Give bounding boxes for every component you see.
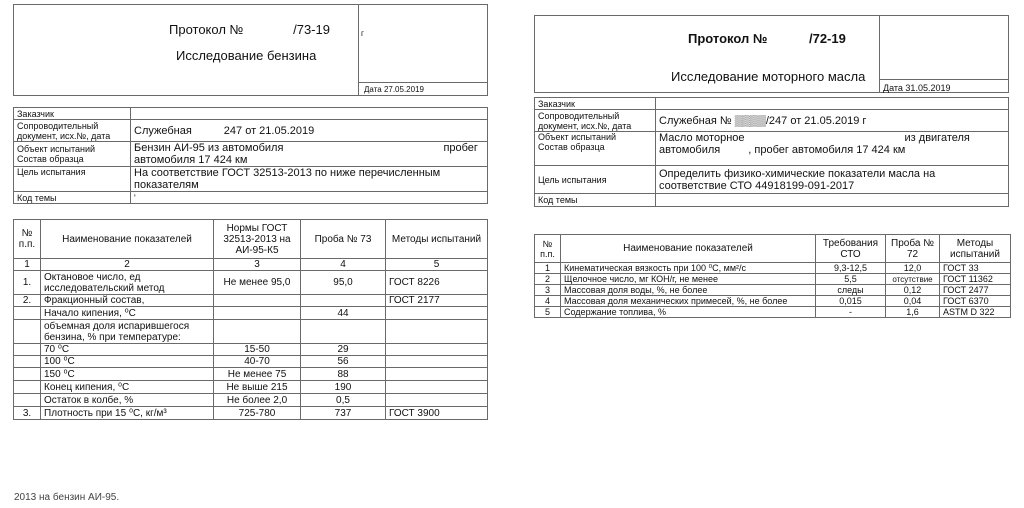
row-number: 3 bbox=[535, 285, 561, 296]
right-doc-value: Служебная № ▒▒▒▒/247 от 21.05.2019 г bbox=[656, 110, 1009, 132]
row-name: Щелочное число, мг КОН/г, не менее bbox=[561, 274, 816, 285]
row-value: 1,6 bbox=[886, 307, 940, 318]
row-method bbox=[386, 307, 488, 320]
table-row bbox=[14, 368, 488, 381]
left-th-method: Методы испытаний bbox=[386, 220, 488, 259]
row-name: Массовая доля воды, %, не более bbox=[561, 285, 816, 296]
row-method: ГОСТ 33 bbox=[940, 263, 1011, 274]
row-method: ГОСТ 8226 bbox=[386, 271, 488, 295]
right-purpose-value: Определить физико-химические показатели масла на соответствие СТО 44918199-091-2017 bbox=[656, 166, 1009, 194]
right-sample-value-1: автомобиля bbox=[659, 144, 721, 156]
row-value: 29 bbox=[301, 344, 386, 356]
left-code-value: ' bbox=[131, 192, 488, 204]
row-requirement: следы bbox=[816, 285, 886, 296]
table-row bbox=[14, 394, 488, 407]
row-norm: Не более 2,0 bbox=[214, 394, 301, 407]
left-results-table bbox=[13, 219, 488, 420]
row-method: ASTM D 322 bbox=[940, 307, 1011, 318]
row-name: объемная доля испарившегося бензина, % при температуре: bbox=[41, 320, 214, 344]
row-method bbox=[386, 368, 488, 381]
row-value bbox=[301, 320, 386, 344]
row-norm: Не выше 215 bbox=[214, 381, 301, 394]
row-value: 0,04 bbox=[886, 296, 940, 307]
left-object-label bbox=[14, 142, 131, 167]
row-norm bbox=[214, 295, 301, 307]
table-row bbox=[535, 307, 1011, 318]
row-value: 0,5 bbox=[301, 394, 386, 407]
row-norm bbox=[214, 307, 301, 320]
left-th-norm: Нормы ГОСТ 32513-2013 на АИ-95-К5 bbox=[214, 220, 301, 259]
row-number: 5 bbox=[535, 307, 561, 318]
table-row bbox=[535, 285, 1011, 296]
row-norm: Не менее 95,0 bbox=[214, 271, 301, 295]
table-row bbox=[14, 320, 488, 344]
left-th-sample: Проба № 73 bbox=[301, 220, 386, 259]
table-row bbox=[535, 296, 1011, 307]
row-name: Остаток в колбе, % bbox=[41, 394, 214, 407]
left-code-label: Код темы bbox=[14, 192, 131, 204]
left-protocol-number: /73-19 bbox=[293, 22, 330, 37]
row-norm: Не менее 75 bbox=[214, 368, 301, 381]
row-value: 56 bbox=[301, 356, 386, 368]
right-sample-value-2: , пробег автомобиля 17 424 км bbox=[748, 144, 906, 156]
row-value: отсутствие bbox=[886, 274, 940, 285]
right-protocol-number: /72-19 bbox=[808, 31, 846, 46]
row-requirement: 9,3-12,5 bbox=[816, 263, 886, 274]
row-norm bbox=[214, 320, 301, 344]
left-customer-label: Заказчик bbox=[14, 108, 131, 120]
right-object-label-1: Объект испытаний bbox=[538, 132, 617, 142]
left-date-box-top bbox=[358, 82, 488, 83]
row-value: 12,0 bbox=[886, 263, 940, 274]
row-number: 3. bbox=[14, 407, 41, 420]
row-name: Содержание топлива, % bbox=[561, 307, 816, 318]
left-purpose-value: На соответствие ГОСТ 32513-2013 по ниже перечисленным показателям bbox=[131, 167, 488, 192]
left-th-number: № п.п. bbox=[14, 220, 41, 259]
right-customer-value bbox=[656, 98, 1009, 110]
right-results-table bbox=[534, 234, 1011, 318]
left-document-date: Дата 27.05.2019 bbox=[364, 85, 424, 94]
row-requirement: 0,015 bbox=[816, 296, 886, 307]
row-number bbox=[14, 368, 41, 381]
row-name: Плотность при 15 ⁰С, кг/м³ bbox=[41, 407, 214, 420]
row-method bbox=[386, 320, 488, 344]
left-colnum: 1 bbox=[14, 259, 41, 271]
row-number bbox=[14, 307, 41, 320]
row-name: 150 ⁰С bbox=[41, 368, 214, 381]
table-row bbox=[14, 356, 488, 368]
row-requirement: - bbox=[816, 307, 886, 318]
table-row bbox=[535, 263, 1011, 274]
left-footer-fragment: 2013 на бензин АИ-95. bbox=[14, 492, 120, 503]
row-value: 737 bbox=[301, 407, 386, 420]
row-value: 44 bbox=[301, 307, 386, 320]
row-number bbox=[14, 320, 41, 344]
right-purpose-label: Цель испытания bbox=[535, 166, 656, 194]
right-th-req: Требования СТО bbox=[816, 235, 886, 263]
row-method bbox=[386, 381, 488, 394]
left-document-title: Исследование бензина bbox=[176, 48, 317, 63]
right-code-value bbox=[656, 194, 1009, 207]
right-date-box-top bbox=[879, 79, 1009, 80]
row-method: ГОСТ 11362 bbox=[940, 274, 1011, 285]
row-number: 1 bbox=[535, 263, 561, 274]
right-header-divider bbox=[879, 16, 880, 93]
row-number bbox=[14, 344, 41, 356]
left-colnum: 2 bbox=[41, 259, 214, 271]
left-object-value bbox=[131, 142, 488, 167]
row-method bbox=[386, 356, 488, 368]
right-customer-label: Заказчик bbox=[535, 98, 656, 110]
left-doc-value-2: 247 от 21.05.2019 bbox=[223, 124, 315, 137]
row-method: ГОСТ 2477 bbox=[940, 285, 1011, 296]
left-sample-value: автомобиля 17 424 км bbox=[134, 154, 248, 166]
row-name: Массовая доля механических примесей, %, не более bbox=[561, 296, 816, 307]
table-row bbox=[14, 381, 488, 394]
row-number: 2. bbox=[14, 295, 41, 307]
row-value: 0,12 bbox=[886, 285, 940, 296]
row-name: Конец кипения, ⁰С bbox=[41, 381, 214, 394]
left-info-table bbox=[13, 107, 488, 204]
left-object-value-1: Бензин АИ-95 из автомобиля bbox=[134, 142, 284, 154]
left-protocol-header bbox=[13, 4, 488, 96]
row-method bbox=[386, 344, 488, 356]
table-row bbox=[535, 274, 1011, 285]
row-value: 190 bbox=[301, 381, 386, 394]
right-th-method: Методы испытаний bbox=[940, 235, 1011, 263]
row-method: ГОСТ 3900 bbox=[386, 407, 488, 420]
table-row bbox=[14, 295, 488, 307]
row-name: Октановое число, ед исследовательский метод bbox=[41, 271, 214, 295]
row-norm: 15-50 bbox=[214, 344, 301, 356]
left-side-mark: г bbox=[361, 29, 364, 38]
left-purpose-label: Цель испытания bbox=[14, 167, 131, 192]
row-name: Кинематическая вязкость при 100 ⁰С, мм²/с bbox=[561, 263, 816, 274]
row-method bbox=[386, 394, 488, 407]
right-doc-label: Сопроводительный документ, исх.№, дата bbox=[535, 110, 656, 132]
left-object-value-2: пробег bbox=[443, 142, 478, 154]
right-code-label: Код темы bbox=[535, 194, 656, 207]
right-th-sample: Проба № 72 bbox=[886, 235, 940, 263]
table-row bbox=[14, 344, 488, 356]
right-info-table bbox=[534, 97, 1009, 207]
row-name: Фракционный состав, bbox=[41, 295, 214, 307]
right-object-value bbox=[656, 132, 1009, 166]
row-number: 1. bbox=[14, 271, 41, 295]
left-customer-value bbox=[131, 108, 488, 120]
row-norm: 725-780 bbox=[214, 407, 301, 420]
left-sample-label: Состав образца bbox=[17, 154, 84, 164]
left-protocol-label: Протокол № bbox=[169, 22, 244, 37]
left-colnum: 5 bbox=[386, 259, 488, 271]
left-doc-value-1: Служебная bbox=[134, 124, 192, 137]
left-object-label-1: Объект испытаний bbox=[17, 144, 96, 154]
table-row bbox=[14, 271, 488, 295]
left-doc-label: Сопроводительный документ, исх.№, дата bbox=[14, 120, 131, 142]
row-norm: 40-70 bbox=[214, 356, 301, 368]
left-th-name: Наименование показателей bbox=[41, 220, 214, 259]
left-colnum: 3 bbox=[214, 259, 301, 271]
left-colnum: 4 bbox=[301, 259, 386, 271]
right-object-label bbox=[535, 132, 656, 166]
right-th-number: № п.п. bbox=[535, 235, 561, 263]
right-object-value-2: из двигателя bbox=[904, 132, 970, 144]
table-row bbox=[14, 407, 488, 420]
row-name: 70 ⁰С bbox=[41, 344, 214, 356]
right-sample-label: Состав образца bbox=[538, 142, 605, 152]
right-protocol-title bbox=[688, 31, 846, 46]
row-name: 100 ⁰С bbox=[41, 356, 214, 368]
left-doc-value bbox=[131, 120, 488, 142]
right-protocol-header bbox=[534, 15, 1009, 93]
right-protocol-label: Протокол № bbox=[688, 31, 768, 46]
row-number: 4 bbox=[535, 296, 561, 307]
right-document-date: Дата 31.05.2019 bbox=[883, 83, 951, 93]
row-requirement: 5,5 bbox=[816, 274, 886, 285]
row-number bbox=[14, 381, 41, 394]
row-method: ГОСТ 6370 bbox=[940, 296, 1011, 307]
row-number bbox=[14, 356, 41, 368]
row-value: 88 bbox=[301, 368, 386, 381]
row-value: 95,0 bbox=[301, 271, 386, 295]
table-row bbox=[14, 307, 488, 320]
right-document-title: Исследование моторного масла bbox=[671, 69, 866, 84]
row-name: Начало кипения, ⁰С bbox=[41, 307, 214, 320]
right-object-value-1: Масло моторное bbox=[659, 132, 745, 144]
row-method: ГОСТ 2177 bbox=[386, 295, 488, 307]
right-th-name: Наименование показателей bbox=[561, 235, 816, 263]
row-number: 2 bbox=[535, 274, 561, 285]
row-number bbox=[14, 394, 41, 407]
left-protocol-title bbox=[169, 22, 330, 37]
row-value bbox=[301, 295, 386, 307]
